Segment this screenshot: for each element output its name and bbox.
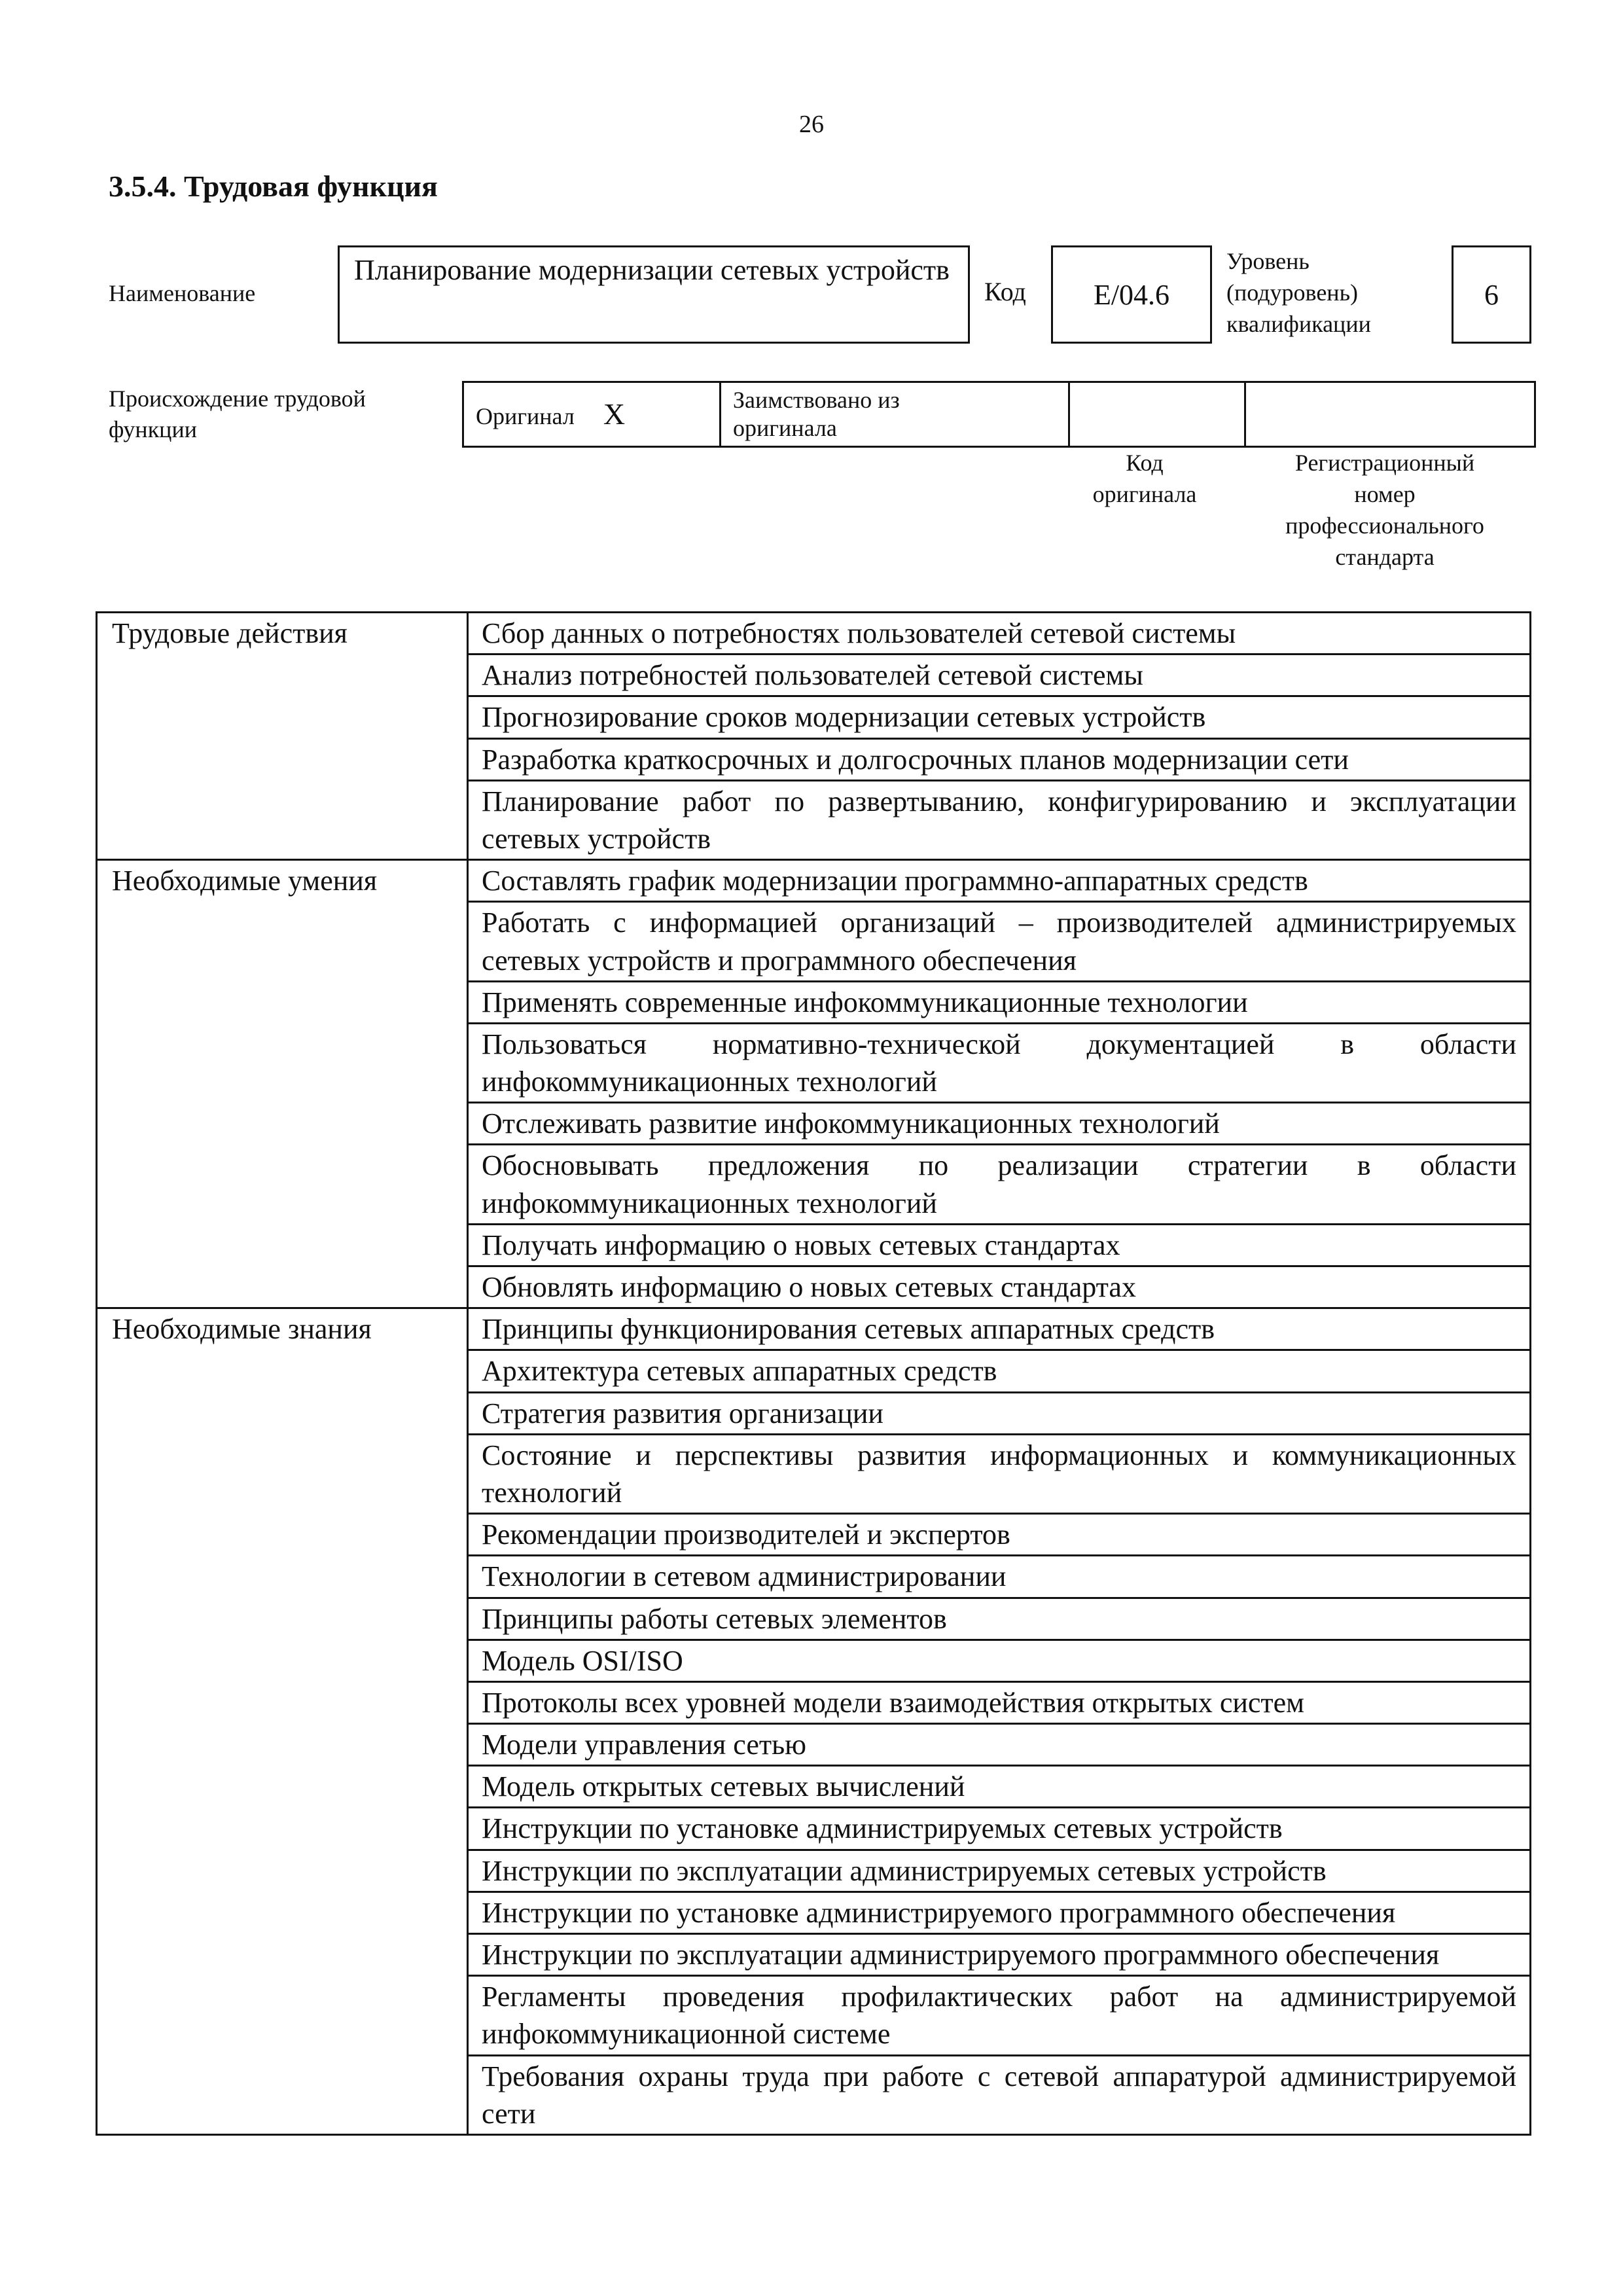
origin-original-cell [463,382,721,447]
skills-item: Пользоваться нормативно-технической документацией в области инфокоммуникационных технологий [468,1023,1531,1102]
origin-reg-cell [1245,382,1535,447]
skills-item: Составлять график модернизации программно-аппаратных средств [468,860,1531,902]
knowledge-item: Состояние и перспективы развития информационных и коммуникационных технологий [468,1434,1531,1513]
knowledge-item: Принципы работы сетевых элементов [468,1598,1531,1640]
origin-label-line-1: Происхождение трудовой [109,386,366,412]
reg-caption-line-4: стандарта [1335,543,1435,570]
origin-code-cell [1069,382,1245,447]
section-label-actions: Трудовые действия [97,613,468,860]
actions-item: Разработка краткосрочных и долгосрочных планов модернизации сети [468,738,1531,780]
original-mark: X [603,397,626,431]
actions-item: Анализ потребностей пользователей сетевой системы [468,655,1531,696]
knowledge-item: Инструкции по эксплуатации администрируемых сетевых устройств [468,1850,1531,1892]
reg-caption-line-2: номер [1354,480,1416,507]
name-label: Наименование [109,280,256,306]
section-label-skills: Необходимые умения [97,860,468,1308]
code-caption-line-1: Код [1126,450,1164,476]
skills-item: Работать с информацией организаций – производителей администрируемых сетевых устройств и программного обеспечения [468,902,1531,981]
knowledge-item: Стратегия развития организации [468,1392,1531,1434]
section-title: 3.5.4. Трудовая функция [109,170,438,203]
skills-item: Обосновывать предложения по реализации стратегии в области инфокоммуникационных технологий [468,1145,1531,1224]
reg-caption-line-1: Регистрационный [1294,450,1475,476]
knowledge-item: Инструкции по установке администрируемого программного обеспечения [468,1892,1531,1933]
registration-number-caption [1234,448,1535,573]
origin-table [462,381,1536,448]
level-label-line-3: квалификации [1226,310,1371,337]
knowledge-item: Протоколы всех уровней модели взаимодействия открытых систем [468,1681,1531,1723]
section-label-knowledge: Необходимые знания [97,1308,468,2135]
labor-function-table [96,611,1531,2136]
knowledge-item: Инструкции по эксплуатации администрируемого программного обеспечения [468,1934,1531,1976]
knowledge-item: Принципы функционирования сетевых аппаратных средств [468,1308,1531,1350]
knowledge-item: Инструкции по установке администрируемых сетевых устройств [468,1808,1531,1850]
actions-item: Сбор данных о потребностях пользователей сетевой системы [468,613,1531,655]
knowledge-item: Требования охраны труда при работе с сетевой аппаратурой администрируемой сети [468,2055,1531,2134]
table-row [97,860,1531,902]
code-original-caption [1058,448,1232,511]
knowledge-item: Технологии в сетевом администрировании [468,1556,1531,1598]
knowledge-item: Регламенты проведения профилактических работ на администрируемой инфокоммуникационной системе [468,1976,1531,2055]
code-caption-line-2: оригинала [1092,480,1197,507]
level-label-line-2: (подуровень) [1226,279,1358,306]
level-label [1226,246,1371,340]
skills-item: Обновлять информацию о новых сетевых стандартах [468,1266,1531,1308]
name-value: Планирование модернизации сетевых устройств [338,245,970,344]
skills-item: Применять современные инфокоммуникационные технологии [468,981,1531,1023]
borrowed-label-line-2: оригинала [733,415,837,441]
knowledge-item: Модель OSI/ISO [468,1640,1531,1681]
knowledge-item: Рекомендации производителей и экспертов [468,1514,1531,1556]
skills-item: Отслеживать развитие инфокоммуникационных технологий [468,1103,1531,1145]
table-row [97,613,1531,655]
level-value: 6 [1452,245,1531,344]
knowledge-item: Модели управления сетью [468,1724,1531,1766]
origin-label-line-2: функции [109,416,197,442]
table-row [97,1308,1531,1350]
code-value: E/04.6 [1051,245,1212,344]
original-label: Оригинал [476,403,575,430]
reg-caption-line-3: профессионального [1285,512,1484,539]
actions-item: Планирование работ по развертыванию, конфигурированию и эксплуатации сетевых устройств [468,780,1531,859]
origin-label [109,384,366,445]
origin-borrowed-cell [721,382,1069,447]
level-label-line-1: Уровень [1226,248,1310,274]
knowledge-item: Архитектура сетевых аппаратных средств [468,1350,1531,1392]
page-number: 26 [799,111,824,138]
knowledge-item: Модель открытых сетевых вычислений [468,1766,1531,1808]
code-label: Код [984,277,1026,306]
borrowed-label-line-1: Заимствовано из [733,386,900,413]
skills-item: Получать информацию о новых сетевых стандартах [468,1224,1531,1266]
actions-item: Прогнозирование сроков модернизации сетевых устройств [468,696,1531,738]
